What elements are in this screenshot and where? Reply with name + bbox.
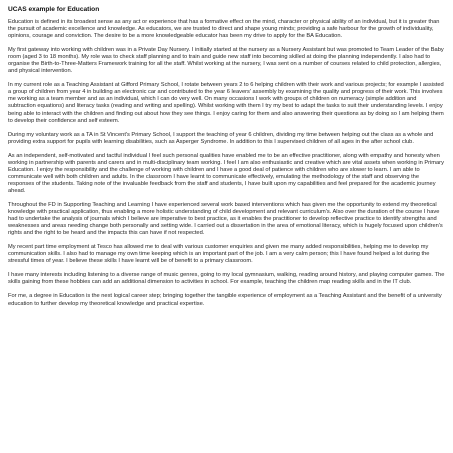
paragraph-introduction: Education is defined in its broadest sense as any act or experience that has a formative effect on the mind, character or physical ability of an individual, but it is greater than the pursuit of academic excellence and knowledge. As educators, we are trusted to direct and shape young minds; providing a safe harbour for the growth of individuality, opinions, courage and conviction. The desire to be a more knowledgeable educator has been my drive to apply for the BA Education. xyxy=(8,19,440,40)
paragraph-voluntary-work: During my voluntary work as a TA in St Vincent's Primary School, I support the teaching of year 6 children, dividing my time between helping out the class as a whole and providing extra support for pupils with learning disabilities, such as Asperger Syndrome. In addition to this I supervised children of all ages in the after school club. xyxy=(8,131,434,145)
document-title: UCAS example for Education xyxy=(8,6,100,13)
paragraph-conclusion: For me, a degree in Education is the next logical career step; bringing together the tangible experience of employment as a Teaching Assistant and the benefit of a university education to further develop my theoretical knowledge and practical expertise. xyxy=(8,293,442,307)
paragraph-personal-qualities: As an independent, self-motivated and tactful individual I feel such personal qualities have enabled me to be an effective practitioner, along with empathy and honesty when working in partnership with parents and carers and in multi-disciplinary team working. I feel I am also enthusiastic and creative which are vital assets when working in Primary Education. I enjoy the responsibility and the challenge of working with children and I have a good deal of patience with children who are slower to learn. I am able to communicate well with both children and adults. In the classroom I have learnt to communicate effectively, emulating the methodology of the staff and observing the responses of the students. Taking note of the invaluable feedback from the staff and students, I have built upon my capabilities and feel prepared for the academic journey ahead. xyxy=(8,152,444,194)
paragraph-employment: My recent part time employment at Tesco has allowed me to deal with various customer enquiries and given me many added responsibilities, helping me to develop my communication skills. I also had to manage my own time keeping which is an important part of the job. I am a very calm person; this I have found helped a lot during the stressful times of year. I believe these skills I have learnt will be of benefit to a primary classroom. xyxy=(8,244,430,265)
paragraph-teaching-assistant: In my current role as a Teaching Assistant at Gifford Primary School, I rotate between years 2 to 6 helping children with their work and various projects; for example I assisted a group of children from year 4 in building an electronic car and contributed to the year 6 leavers' assembly by examining the quality and progress of their work. This involves me working as a team member and as an individual, which I can do very well. On many occasions I work with groups of children on numeracy (simple addition and subtraction equations) and literacy tasks (reading and writing and spelling). Whilst working with them I try my best to adapt the tasks to suit their understanding levels. I enjoy being able to interact with the children and finding out about how they see things. I enjoy caring for them and also answering their questions as by doing so I am helping them to develop their confidence and self esteem. xyxy=(8,82,444,124)
paragraph-interests: I have many interests including listening to a diverse range of music genres, going to my local gymnasium, walking, reading around history, and playing computer games. The skills gaining from these hobbies can add an additional dimension to activities in school. For example, teaching the children map reading skills and in the IT club. xyxy=(8,272,445,286)
paragraph-foundation-degree: Throughout the FD in Supporting Teaching and Learning I have experienced several work based interventions which has given me the opportunity to extend my theoretical knowledge with practical application, thus enabling a more holistic understanding of child development and relevant curriculum's. Also over the duration of the course I have had to undertake the analysis of journals which I believe are imperative to best practice, as it enables the practitioner to develop reflective practice to identify strengths and weaknesses and areas needing change both personally and setting wide. I carried out a dissertation in the area of emotional literacy, which is hugely focused upon children's rights and the right to be heard and the impacts this can have if not respected. xyxy=(8,201,443,237)
paragraph-nursery: My first gateway into working with children was in a Private Day Nursery. I initially started at the nursery as a Nursery Assistant but was promoted to Team Leader of the Baby room (aged 3 to 18 months). My role was to check staff planning and to train and guide new staff into becoming skilled at doing the planning independently. I also had to organise the Birth-to-Three-Matters Framework training for all the staff. Whilst working at the nursery, I was sent on a number of courses related to child protection, allergies, and physical intervention. xyxy=(8,47,444,75)
